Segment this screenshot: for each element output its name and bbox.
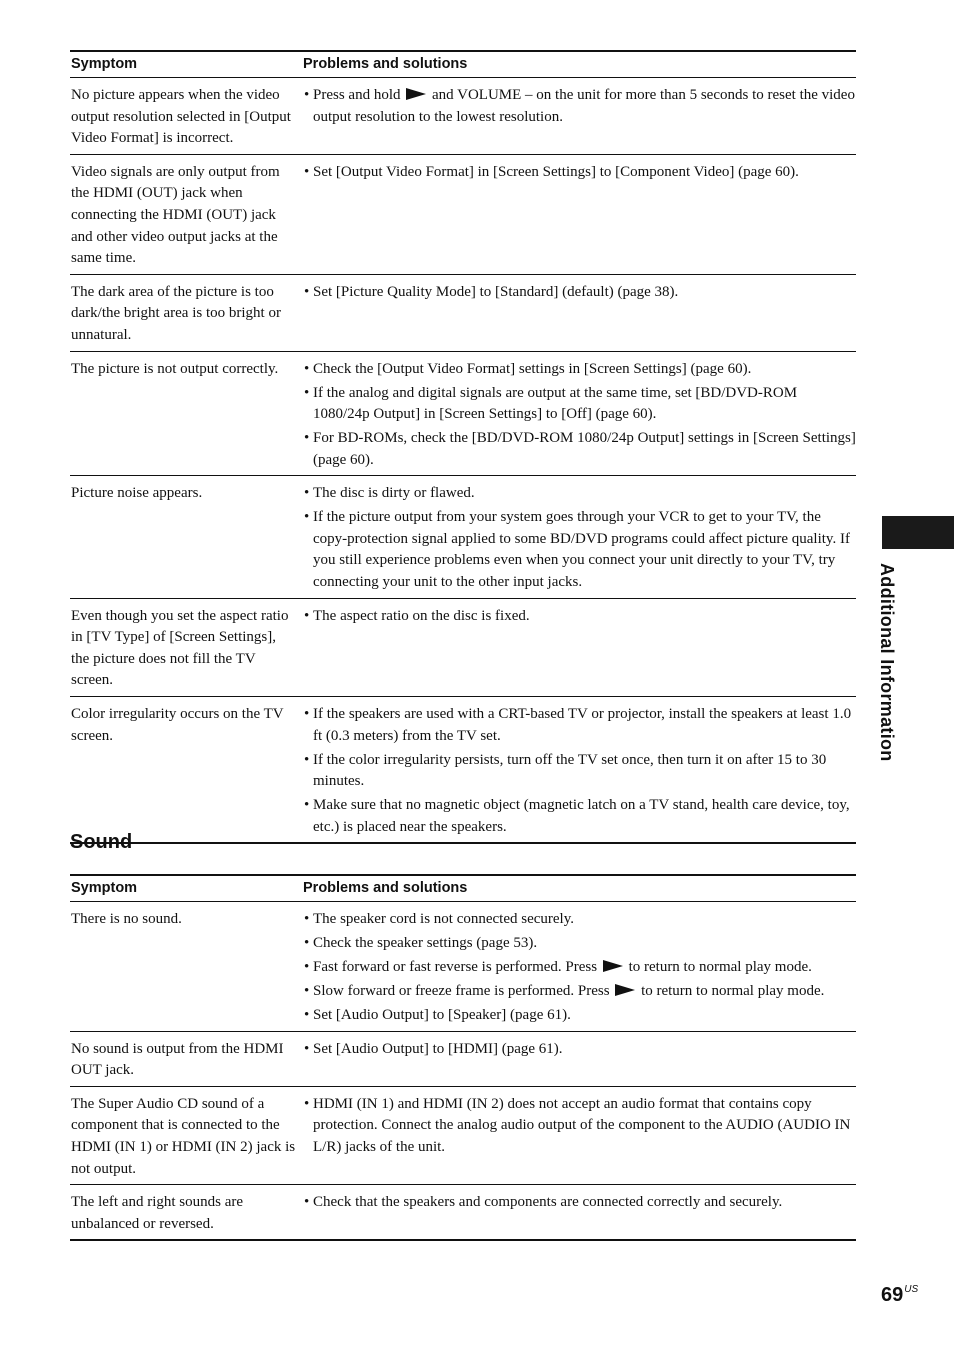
- symptom-cell: Video signals are only output from the HDMI (OUT) jack when connecting the HDMI (OUT) jack and other video output jacks at the same time.: [70, 154, 303, 274]
- solution-item: [304, 981, 856, 1003]
- solution-text: If the picture output from your system goes through your VCR to get to your TV, the copy-protection signal applied to some BD/DVD programs could affect picture quality. If you still experience problems even when you connect your unit directly to your TV, try connecting your unit to the other input jacks.: [313, 509, 850, 591]
- solutions-cell: [303, 1031, 856, 1086]
- play-icon: [406, 88, 426, 100]
- solution-item: [304, 1094, 856, 1159]
- symptom-header: Symptom: [70, 875, 303, 902]
- solution-text: Fast forward or fast reverse is performed. Press: [313, 958, 598, 975]
- solutions-list: [304, 359, 856, 472]
- solution-item: [304, 85, 856, 128]
- solutions-list: [304, 162, 856, 184]
- table-row: [70, 1031, 856, 1086]
- solutions-cell: [303, 598, 856, 696]
- solution-text: The disc is dirty or flawed.: [313, 485, 475, 502]
- solutions-cell: [303, 902, 856, 1032]
- solution-text: Press and hold: [313, 87, 401, 103]
- solution-text: The aspect ratio on the disc is fixed.: [313, 607, 530, 624]
- solution-item: [304, 483, 856, 505]
- symptom-cell: The left and right sounds are unbalanced or reversed.: [70, 1185, 303, 1241]
- table-row: [70, 351, 856, 476]
- solutions-list: [304, 85, 856, 128]
- solution-item: [304, 1039, 856, 1061]
- symptom-cell: There is no sound.: [70, 902, 303, 1032]
- solutions-cell: [303, 697, 856, 844]
- symptom-header: Symptom: [70, 51, 303, 78]
- table-row: [70, 274, 856, 351]
- solutions-cell: [303, 351, 856, 476]
- solution-text: If the speakers are used with a CRT-based TV or projector, install the speakers at least 1.0 ft (0.3 meters) from the TV set.: [313, 706, 852, 744]
- solutions-header: Problems and solutions: [303, 51, 856, 78]
- solutions-cell: [303, 274, 856, 351]
- table-row: [70, 78, 856, 155]
- solution-text: Make sure that no magnetic object (magnetic latch on a TV stand, health care device, toy, etc.) is placed near the speakers.: [313, 797, 850, 835]
- solution-item: [304, 507, 856, 593]
- solution-item: [304, 282, 856, 304]
- solution-text: If the analog and digital signals are output at the same time, set [BD/DVD-ROM 1080/24p Output] in [Screen Settings] to [Off] (page 60).: [313, 384, 798, 423]
- table-row: [70, 1185, 856, 1241]
- solutions-list: [304, 1192, 856, 1214]
- solution-item: [304, 428, 856, 471]
- solution-item: [304, 909, 856, 931]
- solution-text: Set [Audio Output] to [Speaker] (page 61).: [313, 1006, 571, 1023]
- solution-text: Check that the speakers and components are connected correctly and securely.: [313, 1194, 783, 1211]
- sound-table-body: [70, 902, 856, 1241]
- play-icon: [603, 960, 623, 972]
- solution-text: Slow forward or freeze frame is performed. Press: [313, 982, 610, 999]
- solution-item: [304, 750, 856, 793]
- solution-text: Set [Output Video Format] in [Screen Settings] to [Component Video] (page 60).: [313, 163, 799, 180]
- table-row: [70, 902, 856, 1032]
- solutions-list: [304, 704, 856, 838]
- solution-text: HDMI (IN 1) and HDMI (IN 2) does not accept an audio format that contains copy protection. Connect the analog audio output of the component to the AUDIO (AUDIO IN L/R) jacks of the unit.: [313, 1095, 851, 1155]
- table-row: [70, 598, 856, 696]
- solutions-cell: [303, 1086, 856, 1184]
- symptom-cell: Even though you set the aspect ratio in [TV Type] of [Screen Settings], the picture does not fill the TV screen.: [70, 598, 303, 696]
- solutions-list: [304, 1039, 856, 1061]
- solution-item: [304, 1192, 856, 1214]
- table-row: [70, 1086, 856, 1184]
- sound-section-title: Sound: [70, 831, 133, 853]
- solution-text: Check the [Output Video Format] settings in [Screen Settings] (page 60).: [313, 360, 752, 377]
- solution-text: and VOLUME – on the unit for more than 5 seconds to reset the video output resolution to the lowest resolution.: [313, 87, 855, 125]
- solutions-cell: [303, 154, 856, 274]
- symptom-cell: The picture is not output correctly.: [70, 351, 303, 476]
- page-number-value: 69: [881, 1284, 904, 1306]
- solution-item: [304, 957, 856, 979]
- solutions-header: Problems and solutions: [303, 875, 856, 902]
- table-row: [70, 154, 856, 274]
- play-icon: [615, 984, 635, 996]
- table-row: [70, 697, 856, 844]
- solutions-list: [304, 606, 856, 628]
- solution-text: For BD-ROMs, check the [BD/DVD-ROM 1080/24p Output] settings in [Screen Settings] (page 60).: [313, 430, 856, 468]
- solution-text: to return to normal play mode.: [641, 982, 825, 999]
- symptom-cell: No picture appears when the video output resolution selected in [Output Video Format] is incorrect.: [70, 78, 303, 155]
- solutions-list: [304, 483, 856, 593]
- solution-item: [304, 359, 856, 381]
- symptom-cell: The dark area of the picture is too dark/the bright area is too bright or unnatural.: [70, 274, 303, 351]
- solution-text: The speaker cord is not connected securely.: [313, 911, 574, 927]
- solution-item: [304, 1005, 856, 1027]
- page-number: [881, 1284, 918, 1307]
- solutions-list: [304, 1094, 856, 1159]
- solution-item: [304, 795, 856, 838]
- solution-text: Check the speaker settings (page 53).: [313, 934, 538, 951]
- solutions-cell: [303, 476, 856, 598]
- solutions-list: [304, 909, 856, 1027]
- solution-text: to return to normal play mode.: [628, 958, 812, 975]
- page-number-suffix: US: [904, 1284, 919, 1295]
- symptom-cell: Color irregularity occurs on the TV screen.: [70, 697, 303, 844]
- symptom-cell: The Super Audio CD sound of a component that is connected to the HDMI (IN 1) or HDMI (IN 2) jack is not output.: [70, 1086, 303, 1184]
- solutions-cell: [303, 78, 856, 155]
- table-row: [70, 476, 856, 598]
- picture-troubleshooting-table: [70, 50, 856, 844]
- solutions-cell: [303, 1185, 856, 1241]
- symptom-cell: Picture noise appears.: [70, 476, 303, 598]
- solution-item: [304, 704, 856, 747]
- solution-text: If the color irregularity persists, turn off the TV set once, then turn it on after 15 to 30 minutes.: [313, 751, 827, 790]
- solution-item: [304, 383, 856, 426]
- side-tab-label: Additional Information: [877, 563, 897, 762]
- solution-text: Set [Picture Quality Mode] to [Standard] (default) (page 38).: [313, 283, 679, 300]
- solution-item: [304, 162, 856, 184]
- side-tab-marker: [882, 516, 954, 549]
- symptom-cell: No sound is output from the HDMI OUT jack.: [70, 1031, 303, 1086]
- picture-table-body: [70, 78, 856, 844]
- solution-item: [304, 933, 856, 955]
- sound-troubleshooting-table: [70, 874, 856, 1241]
- solutions-list: [304, 282, 856, 304]
- solution-item: [304, 606, 856, 628]
- solution-text: Set [Audio Output] to [HDMI] (page 61).: [313, 1040, 563, 1057]
